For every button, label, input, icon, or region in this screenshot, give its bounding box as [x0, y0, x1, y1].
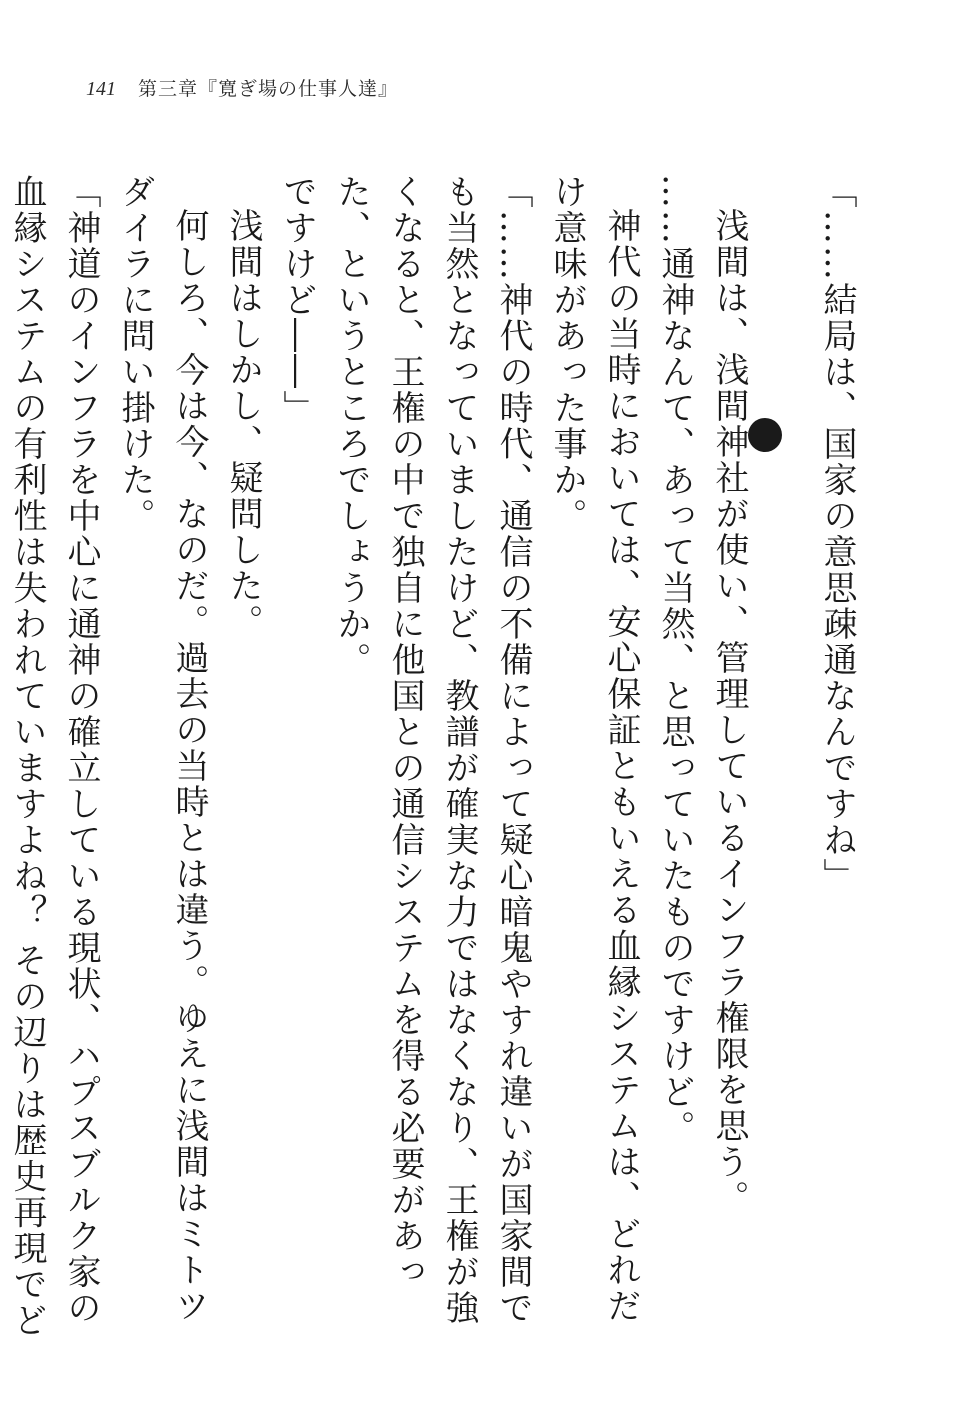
paragraph: 「神道のインフラを中心に通神の確立している現状、ハプスブルク家の血縁システムの有利性は失われていますよね？ その辺りは歴史再現でど [7, 174, 101, 1339]
paragraph: 浅間は、浅間神社が使い、管理しているインフラ権限を思う。 [709, 208, 749, 1216]
vertical-body-text [0, 174, 864, 1354]
page-number: 141 [86, 78, 116, 100]
paragraph: 何しろ、今は今、なのだ。過去の当時とは違う。ゆえに浅間はミトツダイラに問い掛けた。 [115, 174, 209, 1324]
paragraph: 「……結局は、国家の意思疎通なんですね」 [817, 174, 857, 894]
paragraph: ……通神なんて、あって当然、と思っていたものですけど。 [655, 174, 695, 1146]
chapter-title: 第三章『寛ぎ場の仕事人達』 [138, 78, 399, 100]
page-header [86, 74, 398, 104]
paragraph: 神代の当時においては、安心保証ともいえる血縁システムは、どれだけ意味があった事か。 [547, 174, 641, 1324]
paragraph: ですけど――」 [277, 174, 317, 426]
paragraph: 「……神代の時代、通信の不備によって疑心暗鬼やすれ違いが国家間でも当然となっていましたけど、教譜が確実な力ではなくなり、王権が強くなると、王権の中で独自に他国との通信システムを得る必要があった、というところでしょうか。 [331, 174, 533, 1326]
paragraph: 浅間はしかし、疑問した。 [223, 208, 263, 640]
blank-line [756, 174, 810, 1354]
